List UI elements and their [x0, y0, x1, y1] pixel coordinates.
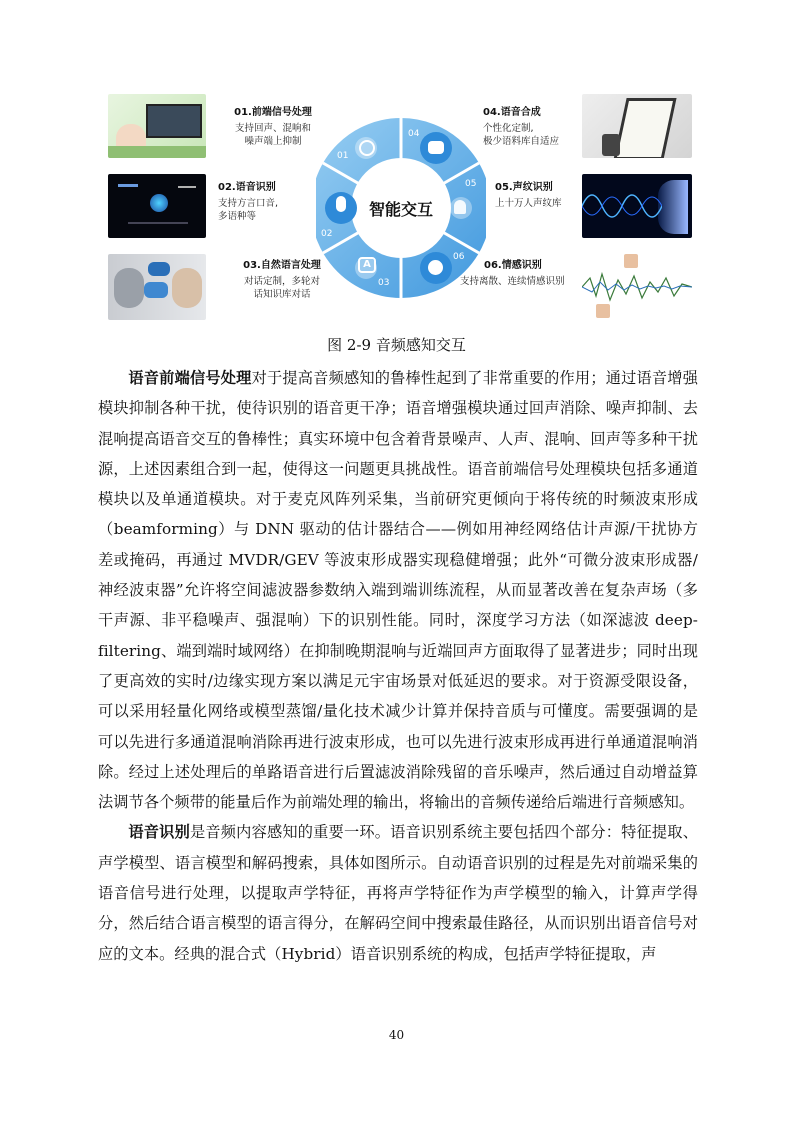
paragraph-text: 是音频内容感知的重要一环。语音识别系统主要包括四个部分：特征提取、声学模型、语言模型和解码搜索，具体如图所示。自动语音识别的过程是先对前端采集的语音信号进行处理，以提取声学特征，再将声学特征作为声学模型的输入，计算声学得分，然后结合语言模型的语言得分，在解码空间中搜索最佳路径，从而识别出语音信号对应的文本。经典的混合式（Hybrid）语音识别系统的构成，包括声学特征提取，声	[98, 823, 698, 963]
broadcast-icon	[359, 140, 375, 156]
paragraph-lead: 语音识别	[128, 823, 190, 842]
microphone-icon	[336, 196, 346, 212]
person-icon	[454, 200, 466, 214]
paragraph-text: 对于提高音频感知的鲁棒性起到了非常重要的作用；通过语音增强模块抑制各种干扰，使待识别的语音更干净；语音增强模块通过回声消除、噪声抑制、去混响提高语音交互的鲁棒性；真实环境中包含着背景噪声、人声、混响、回声等多种干扰源，上述因素组合到一起，使得这一问题更具挑战性。语音前端信号处理模块包括多通道模块以及单通道模块。对于麦克风阵列采集，当前研究更倾向于将传统的时频波束形成（beamforming）与 DNN 驱动的估计器结合——例如用神经网络估计声源/干扰协方差或掩码，再通过 MVDR/GEV 等波束形成器实现稳健增强；此外“可微分波束形成器/神经波束器”允许将空间滤波器参数纳入端到端训练流程，从而显著改善在复杂声场（多干声源、非平稳噪声、强混响）下的识别性能。同时，深度学习方法（如深滤波 deep-filtering、端到端时域网络）在抑制晚期混响与近端回声方面取得了显著进步；同时出现了更高效的实时/边缘实现方案以满足元宇宙场景对低延迟的要求。对于资源受限设备，可以采用轻量化网络或模型蒸馏/量化技术减少计算并保持音质与可懂度。需要强调的是可以先进行多通道混响消除再进行波束形成，也可以先进行波束形成再进行单通道混响消除。经过上述处理后的单路语音进行后置滤波消除残留的音乐噪声，然后通过自动增益算法调节各个频带的能量后作为前端处理的输出，将输出的音频传递给后端进行音频感知。	[98, 369, 698, 812]
segment-label-04: 04.语音合成 个性化定制, 极少语料库自适应	[483, 107, 560, 147]
body-text	[98, 363, 698, 969]
photo-voice-assistant-ui	[108, 174, 206, 238]
segment-label-05: 05.声纹识别 上十万人声纹库	[495, 182, 562, 209]
segment-number-03: 03	[378, 278, 390, 288]
photo-robots-dialogue	[108, 254, 206, 320]
audio-perception-figure	[100, 88, 700, 328]
photo-voiceprint-face	[582, 174, 692, 238]
segment-number-05: 05	[465, 179, 477, 189]
segment-label-06: 06.情感识别 支持离散、连续情感识别	[460, 260, 565, 287]
paragraph	[98, 363, 698, 817]
chat-bubble-icon	[428, 141, 444, 154]
smile-icon	[428, 260, 443, 275]
segment-label-03: 03.自然语言处理 对话定制，多轮对 话知识库对话	[243, 260, 321, 300]
center-label: 智能交互	[368, 200, 433, 219]
photo-ebook-reader	[582, 94, 692, 158]
paragraph-lead: 语音前端信号处理	[128, 369, 252, 387]
segment-number-02: 02	[321, 229, 333, 239]
photo-emotion-waveform	[582, 254, 692, 320]
segment-number-04: 04	[408, 129, 420, 139]
figure-caption: 图 2-9 音频感知交互	[327, 336, 466, 354]
segment-label-01: 01.前端信号处理 支持回声、混响和 噪声端上抑制	[234, 107, 312, 147]
segment-label-02: 02.语音识别 支持方言口音, 多语种等	[218, 182, 279, 222]
segment-number-01: 01	[337, 151, 349, 161]
paragraph	[98, 817, 698, 968]
photo-living-room-tv	[108, 94, 206, 158]
page-number: 40	[388, 1028, 405, 1042]
segment-number-06: 06	[453, 252, 465, 262]
text-bubble-icon: A	[358, 257, 376, 273]
